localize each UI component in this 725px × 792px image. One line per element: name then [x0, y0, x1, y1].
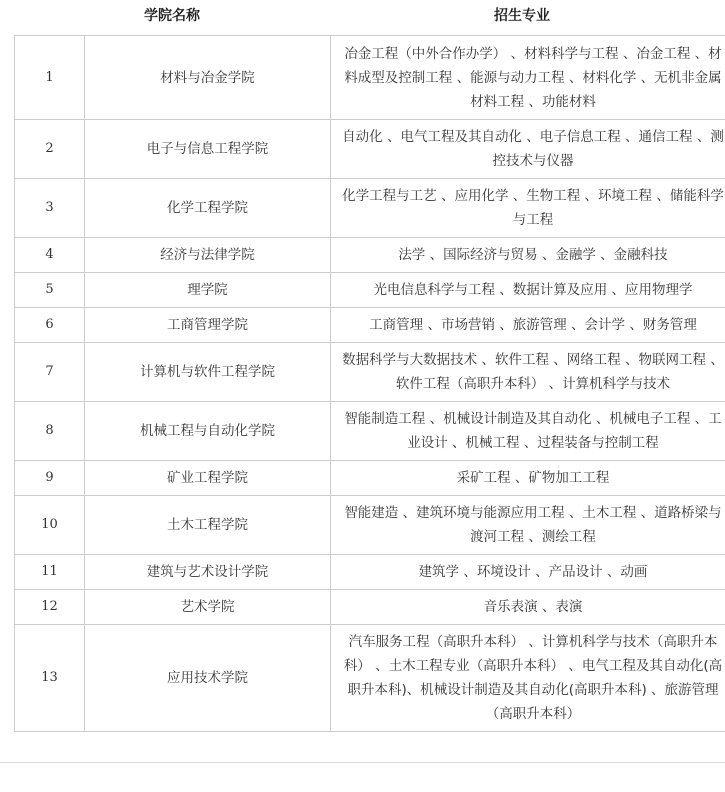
enrollment-table — [14, 35, 725, 732]
table-row — [15, 461, 725, 496]
college-name: 土木工程学院 — [85, 496, 331, 555]
college-name: 建筑与艺术设计学院 — [85, 555, 331, 590]
row-number: 1 — [15, 36, 85, 120]
college-name: 应用技术学院 — [85, 625, 331, 732]
college-name: 矿业工程学院 — [85, 461, 331, 496]
majors-list: 光电信息科学与工程 、数据计算及应用 、应用物理学 — [331, 273, 725, 308]
majors-list: 数据科学与大数据技术 、软件工程 、网络工程 、物联网工程 、软件工程（高职升本科） 、计算机科学与技术 — [331, 343, 725, 402]
college-name: 理学院 — [85, 273, 331, 308]
college-column-header: 学院名称 — [144, 8, 200, 24]
college-name: 艺术学院 — [85, 590, 331, 625]
row-number: 8 — [15, 402, 85, 461]
majors-list: 法学 、国际经济与贸易 、金融学 、金融科技 — [331, 238, 725, 273]
row-number: 4 — [15, 238, 85, 273]
row-number: 12 — [15, 590, 85, 625]
table-row — [15, 273, 725, 308]
college-name: 机械工程与自动化学院 — [85, 402, 331, 461]
majors-list: 建筑学 、环境设计 、产品设计 、动画 — [331, 555, 725, 590]
table-row — [15, 625, 725, 732]
majors-list: 音乐表演 、表演 — [331, 590, 725, 625]
row-number: 10 — [15, 496, 85, 555]
table-row — [15, 343, 725, 402]
table-row — [15, 36, 725, 120]
table-row — [15, 238, 725, 273]
table-row — [15, 402, 725, 461]
college-name: 化学工程学院 — [85, 179, 331, 238]
majors-list: 化学工程与工艺 、应用化学 、生物工程 、环境工程 、储能科学与工程 — [331, 179, 725, 238]
table-row — [15, 179, 725, 238]
table-row — [15, 555, 725, 590]
college-name: 材料与冶金学院 — [85, 36, 331, 120]
row-number: 5 — [15, 273, 85, 308]
college-name: 工商管理学院 — [85, 308, 331, 343]
row-number: 13 — [15, 625, 85, 732]
majors-list: 采矿工程 、矿物加工工程 — [331, 461, 725, 496]
page-divider — [0, 762, 725, 763]
majors-list: 智能建造 、建筑环境与能源应用工程 、土木工程 、道路桥梁与渡河工程 、测绘工程 — [331, 496, 725, 555]
majors-list: 自动化 、电气工程及其自动化 、电子信息工程 、通信工程 、测控技术与仪器 — [331, 120, 725, 179]
table-header — [14, 0, 714, 34]
college-name: 经济与法律学院 — [85, 238, 331, 273]
row-number: 3 — [15, 179, 85, 238]
row-number: 7 — [15, 343, 85, 402]
college-name: 计算机与软件工程学院 — [85, 343, 331, 402]
table-row — [15, 120, 725, 179]
college-name: 电子与信息工程学院 — [85, 120, 331, 179]
majors-column-header: 招生专业 — [494, 8, 550, 24]
majors-list: 智能制造工程 、机械设计制造及其自动化 、机械电子工程 、工业设计 、机械工程 、过程装备与控制工程 — [331, 402, 725, 461]
row-number: 2 — [15, 120, 85, 179]
row-number: 9 — [15, 461, 85, 496]
table-row — [15, 590, 725, 625]
table-row — [15, 308, 725, 343]
majors-list: 冶金工程（中外合作办学） 、材料科学与工程 、冶金工程 、材料成型及控制工程 、能源与动力工程 、材料化学 、无机非金属材料工程 、功能材料 — [331, 36, 725, 120]
majors-list: 工商管理 、市场营销 、旅游管理 、会计学 、财务管理 — [331, 308, 725, 343]
majors-list: 汽车服务工程（高职升本科） 、计算机科学与技术（高职升本科） 、土木工程专业（高职升本科） 、电气工程及其自动化(高职升本科)、机械设计制造及其自动化(高职升本科) 、旅游管理（高职升本科） — [331, 625, 725, 732]
table-row — [15, 496, 725, 555]
row-number: 11 — [15, 555, 85, 590]
row-number: 6 — [15, 308, 85, 343]
